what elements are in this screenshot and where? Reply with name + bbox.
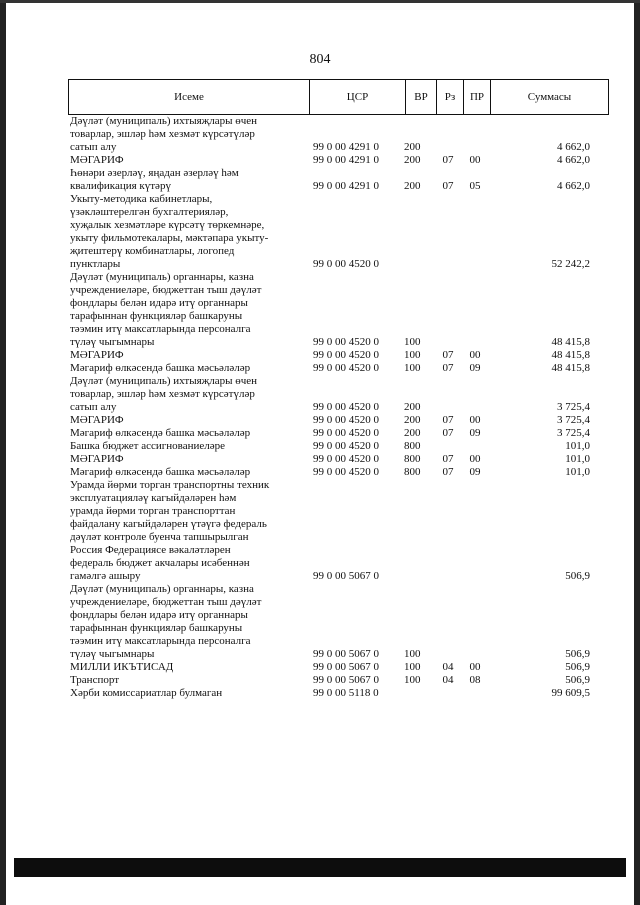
row-vr: 200 (404, 401, 421, 413)
row-values (68, 154, 609, 167)
row-rz: 07 (442, 453, 454, 465)
row-pr: 00 (469, 154, 481, 166)
row-vr: 800 (404, 466, 421, 478)
row-name: Дәүләт (муниципаль) органнары, казна учреждениеләре, бюджеттан тыш дәүләт фондлары белән идарә итү органнары тарафыннан функцияләр башкаруны тәэмин итү максатларында персоналга түләү чыгымнары (70, 583, 262, 660)
row-sum: 506,9 (565, 674, 590, 686)
header-sum: Суммасы (527, 91, 572, 103)
row-name: Мәгариф өлкәсендә башка мәсьәләләр (70, 362, 251, 374)
table-row (68, 167, 609, 193)
row-name: Дәүләт (муниципаль) органнары, казна учреждениеләре, бюджеттан тыш дәүләт фондлары белән идарә итү органнары тарафыннан функцияләр башкаруны тәэмин итү максатларында персоналга түләү чыгымнары (70, 271, 262, 348)
row-rz: 07 (442, 466, 454, 478)
row-sum: 3 725,4 (557, 414, 590, 426)
row-pr: 00 (469, 414, 481, 426)
row-rz: 07 (442, 362, 454, 374)
row-sum: 3 725,4 (557, 427, 590, 439)
row-rz: 07 (442, 427, 454, 439)
row-pr: 00 (469, 349, 481, 361)
row-csr: 99 0 00 4520 0 (313, 414, 379, 426)
header-csr: ЦСР (346, 91, 369, 103)
table-row (68, 115, 609, 154)
row-csr: 99 0 00 4291 0 (313, 180, 379, 192)
row-pr: 09 (469, 362, 481, 374)
row-name: Хәрби комиссариатлар булмаган (70, 687, 223, 699)
row-pr: 00 (469, 661, 481, 673)
row-rz: 07 (442, 349, 454, 361)
row-sum: 48 415,8 (551, 362, 590, 374)
row-name: МӘГАРИФ (70, 349, 124, 361)
table-row (68, 453, 609, 466)
row-vr: 100 (404, 661, 421, 673)
row-vr: 100 (404, 349, 421, 361)
page-number: 804 (309, 52, 331, 67)
row-csr: 99 0 00 4291 0 (313, 141, 379, 153)
row-values (68, 453, 609, 466)
row-csr: 99 0 00 4520 0 (313, 440, 379, 452)
row-name: Дәүләт (муниципаль) ихтыяҗлары өчен товарлар, эшләр һәм хезмәт күрсәтүләр сатып алу (70, 375, 258, 413)
row-rz: 07 (442, 414, 454, 426)
row-pr: 00 (469, 453, 481, 465)
row-values (68, 362, 609, 375)
row-name: МИЛЛИ ИКЪТИСАД (70, 661, 174, 673)
row-csr: 99 0 00 5067 0 (313, 674, 379, 686)
row-values (68, 687, 609, 700)
row-values (68, 141, 609, 154)
scan-edge-top (0, 0, 640, 3)
table-row (68, 661, 609, 674)
row-vr: 200 (404, 141, 421, 153)
row-vr: 800 (404, 440, 421, 452)
row-values (68, 401, 609, 414)
row-csr: 99 0 00 4520 0 (313, 466, 379, 478)
row-csr: 99 0 00 4520 0 (313, 362, 379, 374)
table-row (68, 271, 609, 349)
table-row (68, 583, 609, 661)
row-values (68, 336, 609, 349)
row-values (68, 414, 609, 427)
row-name: Урамда йөрми торган транспортны техник эксплуатацияләү кагыйдәләрен һәм урамда йөрми торган транспорттан файдалану кагыйдәләрен үтәүгә федераль дәүләт контроле буенча тапшырылган Россия Федерациясе вәкаләтләрен федераль бюджет акчалары исәбеннән гамәлгә ашыру (70, 479, 270, 582)
table-row (68, 440, 609, 453)
row-sum: 506,9 (565, 661, 590, 673)
row-values (68, 427, 609, 440)
row-csr: 99 0 00 5067 0 (313, 661, 379, 673)
row-name: Укыту-методика кабинетлары, үзәкләштерелгән бухгалтерияләр, хуҗалык хезмәтләре күрсәтү төркемнәре, укыту фильмотекалары, мәктәпара укыту- җитештерү комбинатлары, логопед пунктлары (70, 193, 269, 270)
row-name: МӘГАРИФ (70, 414, 124, 426)
row-sum: 101,0 (565, 440, 590, 452)
row-name: Дәүләт (муниципаль) ихтыяҗлары өчен товарлар, эшләр һәм хезмәт күрсәтүләр сатып алу (70, 115, 258, 153)
row-rz: 04 (442, 674, 454, 686)
row-vr: 200 (404, 414, 421, 426)
row-rz: 07 (442, 154, 454, 166)
row-name: Мәгариф өлкәсендә башка мәсьәләләр (70, 427, 251, 439)
header-name: Исеме (174, 91, 204, 103)
row-csr: 99 0 00 4520 0 (313, 258, 379, 270)
row-vr: 200 (404, 180, 421, 192)
header-vr: ВР (414, 91, 428, 103)
row-values (68, 258, 609, 271)
table-row (68, 674, 609, 687)
scan-edge-right (634, 0, 640, 905)
scan-edge-left (0, 0, 6, 905)
table-row (68, 375, 609, 414)
budget-table (68, 79, 609, 700)
table-row (68, 687, 609, 700)
table-row (68, 349, 609, 362)
table-header (68, 79, 609, 115)
row-values (68, 674, 609, 687)
row-csr: 99 0 00 4520 0 (313, 336, 379, 348)
row-csr: 99 0 00 4520 0 (313, 427, 379, 439)
table-row (68, 362, 609, 375)
row-csr: 99 0 00 4520 0 (313, 453, 379, 465)
row-sum: 506,9 (565, 648, 590, 660)
table-row (68, 154, 609, 167)
row-values (68, 570, 609, 583)
row-csr: 99 0 00 4520 0 (313, 401, 379, 413)
row-rz: 07 (442, 180, 454, 192)
row-values (68, 440, 609, 453)
table-row (68, 466, 609, 479)
row-name: МӘГАРИФ (70, 453, 124, 465)
row-pr: 05 (469, 180, 481, 192)
row-vr: 800 (404, 453, 421, 465)
row-values (68, 180, 609, 193)
row-sum: 48 415,8 (551, 336, 590, 348)
row-vr: 100 (404, 674, 421, 686)
row-values (68, 661, 609, 674)
row-name: Башка бюджет ассигнованиеләре (70, 440, 225, 452)
table-row (68, 427, 609, 440)
table-row (68, 193, 609, 271)
row-name: Транспорт (70, 674, 120, 686)
row-vr: 100 (404, 336, 421, 348)
row-name: МӘГАРИФ (70, 154, 124, 166)
row-sum: 52 242,2 (551, 258, 590, 270)
row-csr: 99 0 00 5067 0 (313, 648, 379, 660)
row-values (68, 349, 609, 362)
row-sum: 101,0 (565, 453, 590, 465)
row-name: Һөнәри әзерләү, яңадан әзерләү һәм квалификация күтәрү (70, 167, 239, 192)
row-rz: 04 (442, 661, 454, 673)
row-values (68, 466, 609, 479)
row-values (68, 648, 609, 661)
table-row (68, 414, 609, 427)
row-csr: 99 0 00 5067 0 (313, 570, 379, 582)
row-pr: 09 (469, 427, 481, 439)
row-csr: 99 0 00 4520 0 (313, 349, 379, 361)
row-pr: 08 (469, 674, 481, 686)
row-csr: 99 0 00 4291 0 (313, 154, 379, 166)
row-name: Мәгариф өлкәсендә башка мәсьәләләр (70, 466, 251, 478)
row-sum: 48 415,8 (551, 349, 590, 361)
row-vr: 100 (404, 648, 421, 660)
row-pr: 09 (469, 466, 481, 478)
row-vr: 200 (404, 154, 421, 166)
table-body (68, 115, 609, 700)
row-sum: 101,0 (565, 466, 590, 478)
header-pr: ПР (469, 91, 485, 103)
row-sum: 4 662,0 (557, 154, 590, 166)
row-sum: 4 662,0 (557, 141, 590, 153)
row-vr: 200 (404, 427, 421, 439)
row-csr: 99 0 00 5118 0 (313, 687, 379, 699)
scan-footer-bar (14, 858, 626, 877)
row-sum: 4 662,0 (557, 180, 590, 192)
row-sum: 506,9 (565, 570, 590, 582)
row-sum: 3 725,4 (557, 401, 590, 413)
header-rz: Рз (444, 91, 456, 103)
row-vr: 100 (404, 362, 421, 374)
table-row (68, 479, 609, 583)
row-sum: 99 609,5 (551, 687, 590, 699)
